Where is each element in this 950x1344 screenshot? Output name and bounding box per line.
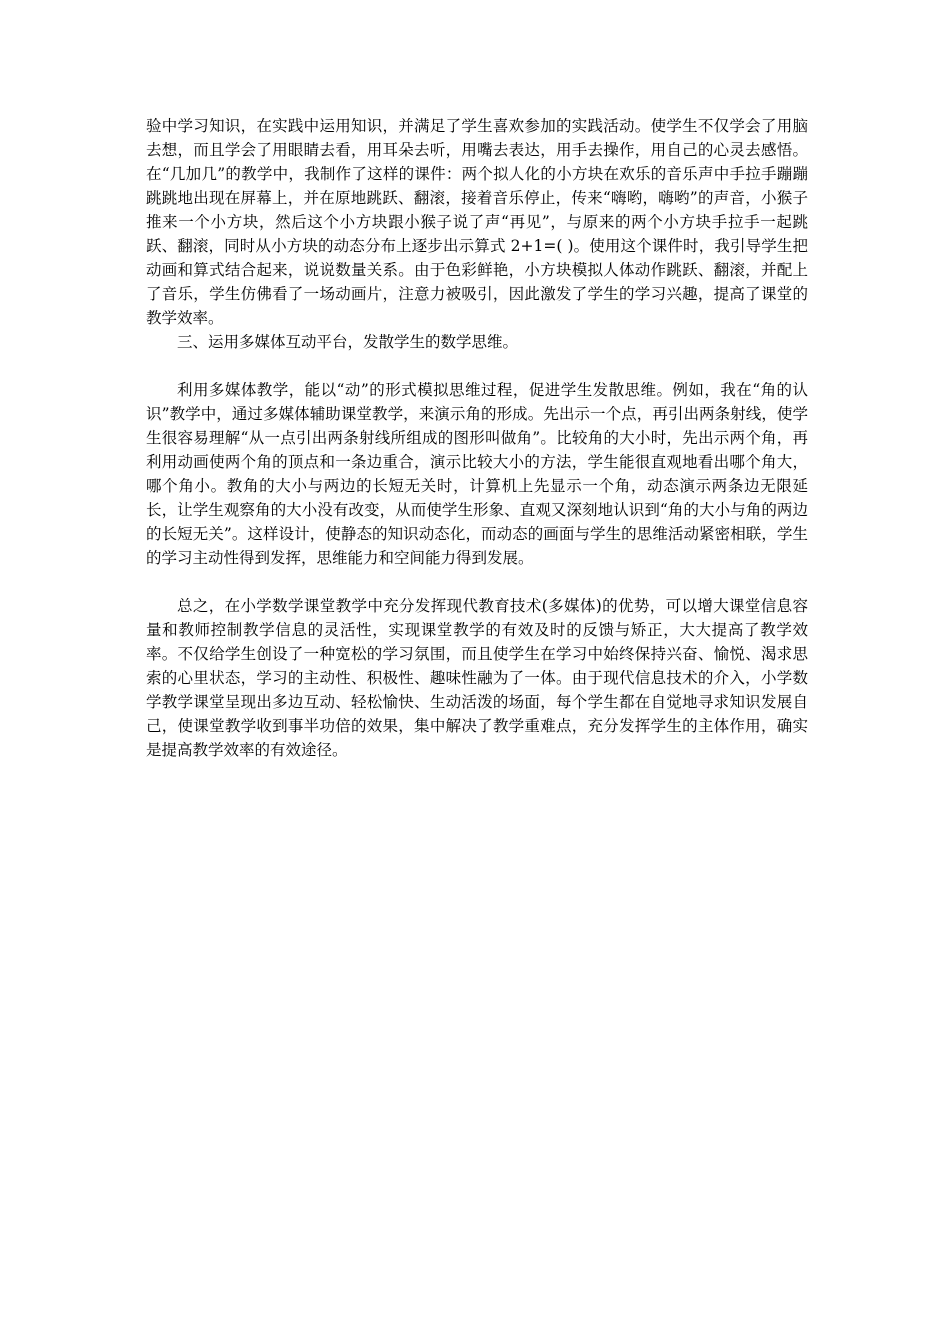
paragraph-angle-example: 利用多媒体教学，能以“动”的形式模拟思维过程，促进学生发散思维。例如，我在“角的认识”教学中，通过多媒体辅助课堂教学，来演示角的形成。先出示一个点，再引出两条射线，使学生很容易理解“从一点引出两条射线所组成的图形叫做角”。比较角的大小时，先出示两个角，再利用动画使两个角的顶点和一条边重合，演示比较大小的方法，学生能很直观地看出哪个角大，哪个角小。教角的大小与两边的长短无关时，计算机上先显示一个角，动态演示两条边无限延长，让学生观察角的大小没有改变，从而使学生形象、直观又深刻地认识到“角的大小与角的两边的长短无关”。这样设计，使静态的知识动态化，而动态的画面与学生的思维活动紧密相联，学生的学习主动性得到发挥，思维能力和空间能力得到发展。: [146, 381, 808, 567]
paragraph-conclusion: 总之，在小学数学课堂教学中充分发挥现代教育技术(多媒体)的优势，可以增大课堂信息容量和教师控制教学信息的灵活性，实现课堂教学的有效及时的反馈与矫正，大大提高了教学效率。不仅给学生创设了一种宽松的学习氛围，而且使学生在学习中始终保持兴奋、愉悦、渴求思索的心里状态，学习的主动性、积极性、趣味性融为了一体。由于现代信息技术的介入，小学数学教学课堂呈现出多边互动、轻松愉快、生动活泼的场面，每个学生都在自觉地寻求知识发展自己，使课堂教学收到事半功倍的效果，集中解决了教学重难点，充分发挥学生的主体作用，确实是提高教学效率的有效途径。: [146, 597, 808, 759]
document-page: [146, 114, 808, 762]
section-heading: 三、运用多媒体互动平台，发散学生的数学思维。: [177, 333, 519, 351]
paragraph-continued: 验中学习知识，在实践中运用知识，并满足了学生喜欢参加的实践活动。使学生不仅学会了用脑去想，而且学会了用眼睛去看，用耳朵去听，用嘴去表达，用手去操作，用自己的心灵去感悟。在“几加几”的教学中，我制作了这样的课件：两个拟人化的小方块在欢乐的音乐声中手拉手蹦蹦跳跳地出现在屏幕上，并在原地跳跃、翻滚，接着音乐停止，传来“嗨哟，嗨哟”的声音，小猴子推来一个小方块，然后这个小方块跟小猴子说了声“再见”，与原来的两个小方块手拉手一起跳跃、翻滚，同时从小方块的动态分布上逐步出示算式 2+1=( )。使用这个课件时，我引导学生把动画和算式结合起来，说说数量关系。由于色彩鲜艳，小方块模拟人体动作跳跃、翻滚，并配上了音乐，学生仿佛看了一场动画片，注意力被吸引，因此激发了学生的学习兴趣，提高了课堂的教学效率。: [146, 117, 808, 327]
